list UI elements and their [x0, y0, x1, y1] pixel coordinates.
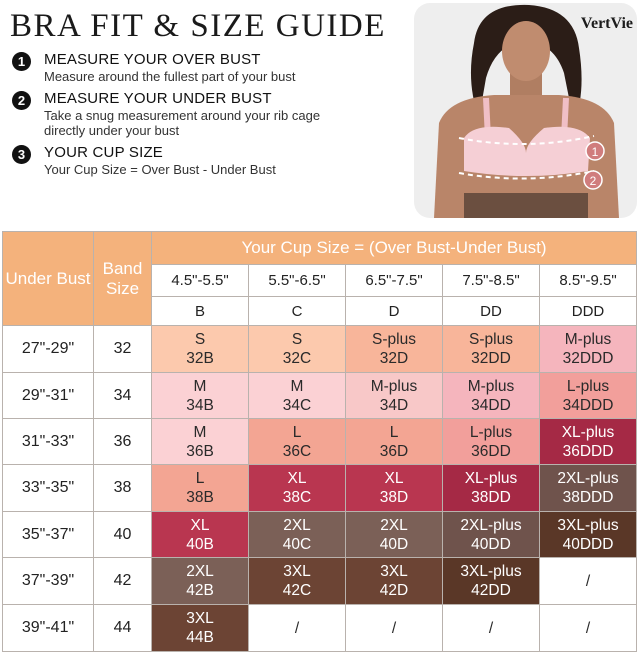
step-description: Your Cup Size = Over Bust - Under Bust — [44, 162, 276, 177]
size-code: 42DD — [471, 582, 511, 599]
size-code: 34DDD — [562, 396, 614, 414]
size-cell — [540, 512, 637, 558]
size-label: XL-plus — [464, 470, 518, 487]
size-code: 32DDD — [562, 350, 614, 367]
size-label: / — [294, 619, 300, 637]
size-row — [3, 419, 637, 465]
size-row — [3, 512, 637, 558]
size-row — [3, 465, 637, 512]
size-cell — [249, 373, 346, 419]
size-code: 36B — [186, 442, 214, 460]
size-chart-table — [2, 231, 637, 652]
size-label: M — [193, 377, 207, 395]
size-label: S-plus — [372, 331, 416, 348]
brand-logo: VertVie — [580, 15, 633, 32]
step-1 — [12, 51, 412, 84]
size-row — [3, 605, 637, 652]
size-cell — [346, 373, 443, 419]
size-cell — [152, 419, 249, 465]
size-label: L — [195, 470, 205, 487]
size-label: / — [585, 572, 591, 590]
band-size-cell: 40 — [94, 512, 152, 558]
band-size-cell: 34 — [94, 373, 152, 419]
size-cell — [443, 419, 540, 465]
band-size-cell: 42 — [94, 558, 152, 605]
under-bust-cell: 35"-37" — [3, 512, 94, 558]
size-cell — [540, 605, 637, 652]
under-bust-cell: 29"-31" — [3, 373, 94, 419]
size-label: L-plus — [469, 423, 513, 441]
step-heading: MEASURE YOUR OVER BUST — [44, 51, 261, 68]
size-label: XL — [190, 516, 210, 534]
size-code: 38DDD — [562, 489, 614, 506]
size-cell — [443, 326, 540, 373]
size-cell — [249, 465, 346, 512]
size-cell — [249, 419, 346, 465]
step-number-badge: 3 — [12, 145, 31, 164]
size-cell — [540, 326, 637, 373]
size-label: 2XL — [380, 516, 408, 534]
size-cell — [540, 558, 637, 605]
size-code: 40DDD — [562, 535, 614, 553]
size-code: 42D — [379, 582, 409, 599]
size-cell — [443, 512, 540, 558]
size-code: 32B — [186, 350, 214, 367]
step-3 — [12, 144, 412, 177]
size-cell — [249, 326, 346, 373]
size-cell — [346, 605, 443, 652]
size-cell — [152, 326, 249, 373]
size-cell — [443, 373, 540, 419]
size-label: 2XL-plus — [460, 516, 522, 534]
measurement-steps — [12, 51, 412, 183]
size-cell — [249, 512, 346, 558]
size-label: / — [585, 619, 591, 637]
size-code: 36C — [282, 442, 312, 460]
step-heading: YOUR CUP SIZE — [44, 144, 164, 161]
size-cell — [443, 605, 540, 652]
size-code: 32C — [282, 350, 312, 367]
size-cell — [443, 558, 540, 605]
size-code: 42C — [282, 582, 312, 599]
size-cell — [152, 558, 249, 605]
under-bust-cell: 39"-41" — [3, 605, 94, 652]
size-cell — [346, 512, 443, 558]
size-cell — [152, 465, 249, 512]
band-size-cell: 36 — [94, 419, 152, 465]
size-row — [3, 558, 637, 605]
under-bust-cell: 33"-35" — [3, 465, 94, 512]
size-label: S — [291, 331, 303, 348]
size-label: S — [194, 331, 206, 348]
size-label: 2XL — [186, 563, 214, 580]
under-bust-cell: 31"-33" — [3, 419, 94, 465]
size-label: M-plus — [467, 377, 515, 395]
size-code: 38DD — [471, 489, 511, 506]
size-rows — [3, 326, 637, 652]
size-code: 36D — [379, 442, 409, 460]
cup-range-header: 4.5"-5.5" — [152, 265, 249, 297]
size-code: 34DD — [471, 396, 511, 414]
size-cell — [346, 419, 443, 465]
size-code: 38C — [282, 489, 312, 506]
size-label: L — [292, 423, 302, 441]
size-label: M — [193, 423, 207, 441]
header-band-size: Band Size — [94, 232, 152, 326]
size-code: 38D — [379, 489, 409, 506]
cup-letter-header: DD — [443, 297, 540, 326]
band-size-cell: 38 — [94, 465, 152, 512]
step-number-badge: 2 — [12, 91, 31, 110]
size-code: 34C — [282, 396, 312, 414]
size-code: 40DD — [471, 535, 511, 553]
band-size-cell: 32 — [94, 326, 152, 373]
model-illustration — [414, 3, 637, 218]
size-label: 3XL — [380, 563, 408, 580]
model-photo — [414, 3, 637, 218]
size-cell — [152, 605, 249, 652]
size-label: 2XL — [283, 516, 311, 534]
size-code: 36DD — [471, 442, 511, 460]
size-cell — [249, 558, 346, 605]
size-cell — [443, 465, 540, 512]
cup-letter-header: D — [346, 297, 443, 326]
size-code: 32D — [379, 350, 409, 367]
header-under-bust: Under Bust — [3, 232, 94, 326]
size-code: 40C — [282, 535, 312, 553]
size-label: XL-plus — [561, 423, 615, 441]
step-2 — [12, 90, 412, 138]
marker-2-label: 2 — [589, 174, 597, 188]
size-cell — [346, 326, 443, 373]
band-size-cell: 44 — [94, 605, 152, 652]
size-cell — [346, 558, 443, 605]
under-bust-cell: 27"-29" — [3, 326, 94, 373]
size-label: 3XL — [186, 610, 214, 627]
size-label: M — [290, 377, 304, 395]
size-code: 32DD — [471, 350, 511, 367]
size-code: 38B — [186, 489, 214, 506]
size-label: / — [488, 619, 494, 637]
size-code: 40D — [379, 535, 409, 553]
size-label: 3XL-plus — [557, 516, 619, 534]
size-label: XL — [287, 470, 307, 487]
marker-1-label: 1 — [591, 145, 599, 159]
step-number-badge: 1 — [12, 52, 31, 71]
size-cell — [249, 605, 346, 652]
size-label: 3XL — [283, 563, 311, 580]
size-row — [3, 326, 637, 373]
cup-range-header: 6.5"-7.5" — [346, 265, 443, 297]
size-label: L-plus — [566, 377, 610, 395]
size-code: 34D — [379, 396, 409, 414]
cup-range-header: 7.5"-8.5" — [443, 265, 540, 297]
step-heading: MEASURE YOUR UNDER BUST — [44, 90, 272, 107]
size-code: 42B — [186, 582, 214, 599]
header-cup-formula: Your Cup Size = (Over Bust-Under Bust) — [152, 232, 637, 265]
size-label: / — [391, 619, 397, 637]
size-code: 34B — [186, 396, 214, 414]
cup-range-header: 8.5"-9.5" — [540, 265, 637, 297]
step-description: Measure around the fullest part of your bust — [44, 69, 296, 84]
size-label: M-plus — [564, 331, 612, 348]
size-label: S-plus — [469, 331, 513, 348]
size-label: XL — [384, 470, 404, 487]
size-cell — [152, 512, 249, 558]
cup-letter-header: C — [249, 297, 346, 326]
size-cell — [152, 373, 249, 419]
size-code: 36DDD — [562, 442, 614, 460]
size-code: 40B — [186, 535, 214, 553]
size-cell — [540, 419, 637, 465]
size-row — [3, 373, 637, 419]
under-bust-cell: 37"-39" — [3, 558, 94, 605]
guide-title: BRA FIT & SIZE GUIDE — [10, 8, 386, 44]
cup-letter-header: DDD — [540, 297, 637, 326]
size-cell — [540, 465, 637, 512]
size-label: 3XL-plus — [460, 563, 522, 580]
size-cell — [540, 373, 637, 419]
size-code: 44B — [186, 629, 214, 646]
size-label: M-plus — [370, 377, 418, 395]
size-cell — [346, 465, 443, 512]
step-description: Take a snug measurement around your rib cage directly under your bust — [44, 108, 321, 138]
size-label: L — [389, 423, 399, 441]
cup-range-header: 5.5"-6.5" — [249, 265, 346, 297]
cup-letter-header: B — [152, 297, 249, 326]
size-label: 2XL-plus — [557, 470, 619, 487]
